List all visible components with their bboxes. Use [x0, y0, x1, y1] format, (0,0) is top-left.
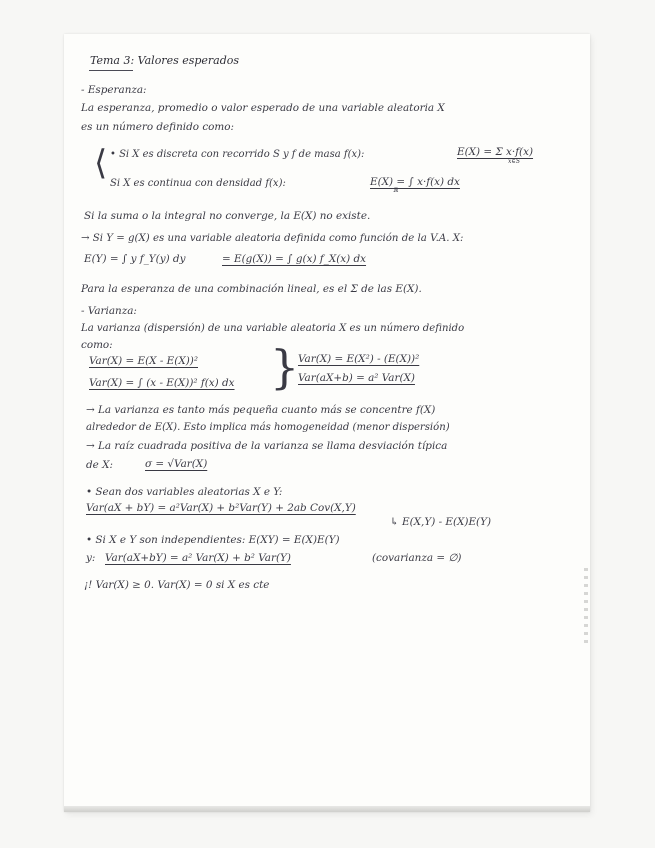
desviacion-tipica-formula: σ = √Var(X): [145, 458, 208, 470]
pequena-line-2: alrededor de E(X). Esto implica más homogeneidad (menor dispersión): [86, 422, 450, 433]
funcion-formula-b: = E(g(X)) = ∫ g(x) f_X(x) dx: [222, 253, 367, 265]
continua-text: Si X es continua con densidad f(x):: [110, 178, 286, 189]
independientes-formula: Var(aX+bY) = a² Var(X) + b² Var(Y): [105, 552, 291, 564]
sean-line: • Sean dos variables aleatorias X e Y:: [86, 486, 283, 498]
combinacion-lineal-note: Para la esperanza de una combinación lineal, es el Σ de las E(X).: [81, 283, 422, 295]
page-title: Tema 3: Valores esperados: [90, 54, 240, 67]
varianza-heading: - Varianza:: [81, 305, 137, 317]
discreta-subscript: x∈S: [508, 158, 520, 165]
varianza-formula-4: Var(aX+b) = a² Var(X): [298, 372, 415, 384]
varianza-combinacion-formula: Var(aX + bY) = a²Var(X) + b²Var(Y) + 2ab Cov(X,Y): [86, 502, 356, 514]
independientes-line: • Si X e Y son independientes: E(XY) = E(X)E(Y): [86, 534, 340, 546]
raiz-line-2-label: de X:: [86, 459, 114, 471]
covarianza-definition: ↳ E(X,Y) - E(X)E(Y): [390, 516, 492, 528]
independientes-label: y:: [86, 552, 96, 564]
continua-subscript: ℝ: [393, 187, 398, 194]
funcion-formula-a: E(Y) = ∫ y f_Y(y) dy: [84, 253, 186, 265]
pequena-line-1: → La varianza es tanto más pequeña cuanto más se concentre f(X): [86, 404, 436, 416]
varianza-definition-line-2: como:: [81, 339, 113, 351]
esperanza-heading: - Esperanza:: [81, 84, 147, 96]
varianza-no-negativa-note: ¡! Var(X) ≥ 0. Var(X) = 0 si X es cte: [84, 579, 270, 591]
varianza-formula-1: Var(X) = E(X - E(X))²: [89, 355, 198, 367]
discreta-formula: E(X) = Σ x·f(x): [457, 146, 534, 158]
continua-formula: E(X) = ∫ x·f(x) dx: [370, 176, 460, 188]
varianza-right-brace: }: [270, 340, 300, 394]
title-underline: [89, 70, 133, 71]
page-edge-marks: [584, 568, 588, 648]
cases-bracket: ⟨: [94, 143, 108, 183]
esperanza-definition-line-2: es un número definido como:: [81, 121, 235, 133]
page-bottom-edge: [64, 806, 590, 812]
varianza-definition-line-1: La varianza (dispersión) de una variable aleatoria X es un número definido: [81, 323, 465, 334]
funcion-line-1: → Si Y = g(X) es una variable aleatoria definida como función de la V.A. X:: [81, 233, 464, 244]
esperanza-definition-line-1: La esperanza, promedio o valor esperado de una variable aleatoria X: [81, 102, 445, 114]
discreta-text: • Si X es discreta con recorrido S y f de masa f(x):: [110, 149, 365, 160]
raiz-line-1: → La raíz cuadrada positiva de la varianza se llama desviación típica: [86, 440, 448, 452]
varianza-formula-2: Var(X) = ∫ (x - E(X))² f(x) dx: [89, 377, 235, 389]
varianza-formula-3: Var(X) = E(X²) - (E(X))²: [298, 353, 420, 365]
covarianza-cero-note: (covarianza = ∅): [372, 552, 462, 564]
no-converge-note: Si la suma o la integral no converge, la E(X) no existe.: [84, 210, 371, 222]
